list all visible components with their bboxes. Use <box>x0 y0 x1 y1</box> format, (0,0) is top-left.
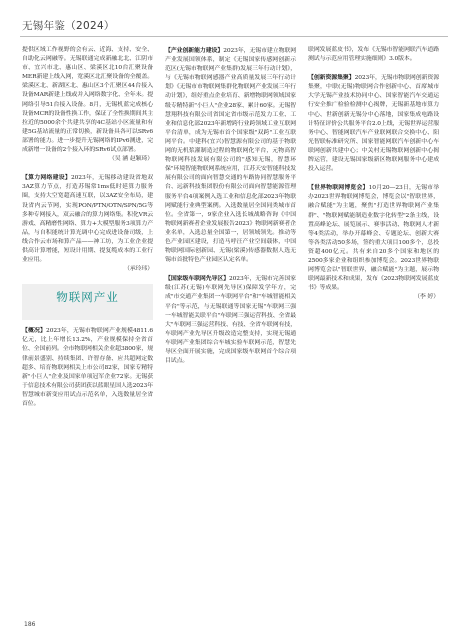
section-title: 物联网产业 <box>56 290 119 305</box>
page-header <box>20 10 448 37</box>
column-left <box>22 46 153 409</box>
paragraph-computing-network <box>22 173 153 265</box>
paragraph-iot-expo <box>308 183 439 293</box>
paragraph-vehicle-network <box>165 274 296 366</box>
paragraph-body: 2023年，无锡移动建设省地双3AZ算力节点，打造苏锡常1ms低时延算力服务圈，支持大空宽超高速互联，以3AZ安全布局，建设省内云节网，实现PON/PTN/OTN/SPN/5G等多种专网接入，双云融合的算力网络集。积化VR云游戏、高精磨性网络、算力+大模型服务3项算力产品，与自积能统计算光调中心完成进设备司级，上线合作云市场和算产品——神工坊，为工业企业提供高计算增能，短设计用期、提复缆成本的工业行业应用。 <box>22 175 153 264</box>
column-right <box>308 46 439 302</box>
paragraph-body: 2023年，无锡市建立物联网产业发展国领体系，制定《无锡国家传感网创新示范区(无锡市物联网产业集群)发展三年行动计划》，与《无锡市物联网感器产业高质量发展三年行动计划》《无锡市市物联网集群化物联网产业发展三年行动计划》，组好重点企业培育、新增物联网领域国家级专精特新"小巨人"企业28家、累计60家。无锡智慧翔科技有限公司省国定省市级示范发力工业、工业和信息化部2023年新增跨行业跨领域工业互联网平台清单，成为无锡市首个国家级"双跨"工业互联网平台。中建科(宜兴)智慧源有限公司的基于物联网的无机浆灌制造过程的物联网化平台，元物高智物联网科技发展有限公司的"感知无锡，智慧环保"环境智能物联网系统应用，江苏天安智能科技发展有限公司的面向智慧交通的车路协同智慧服务平台、远新科技集团股份有限公司面向智慧能源管理服务平台4项案例入选工业和信息化部2023年物联网赋能行业典型案例。入选数量居全国同类城市首位。全省第一，9家企业入选长城战略咨询《中国物联网新赛者企业发展报告2023》物联网新赛者企业名单，入选总量全国第一，居领域领先。推动等色产业园区建设，打造马呼汪产业空间载体，中国物联网国际创新园、无锡(梁溪)传感器数据人选无锡市首批特色产业园区认定名单。 <box>165 48 296 264</box>
paragraph-network-upgrade: 提供区域工作视野的会有云、近海、支持、安全、自助化云网融等。无锡联通完成新融北北、江阴市市、宜兴市北、惠山区、梁溪区北10台汇聚设备MER新建上线入网，宽溪区北汇聚设备的全覆盖。梁溪区北、新湖区北、惠山区3个汇聚区44台接入设备MAR新建上线或并入网络数字化、全年未。提网络引导51台接入设备。8月，无锡机蓝完成核心设备MCR的设备性换工作，保证了全性换期间其主拉近的5000余个共建共享的4C基站小区流量和有建5G基站流量的正常切换，新设备具各可以SRv6部署的能力。进一步提升无锡网络的IPv6测进，完成新增一设备的2个接入环的SRv6试点部署。 <box>22 47 153 154</box>
section-heading: 【世界物联网博览会】 <box>308 184 369 192</box>
section-heading: 【国家级车联网先导区】 <box>165 275 230 283</box>
paragraph-body: 2023年，无锡市完善国家级(江苏(无锡)车联网先导区)保障发学年方，完成"市交通产业集团一车联网平台"和"车城智能相关平台"等示范，与无锡联通等国家无锡"车联网三强一车城智能关联平台"车联网三强运营科技、全省最大"车联网三强运营科技、有技、全省车联网有技，车联网产业先导区升级改造完整支持，实现无锡通车联网产业集团综合车城实验车联网示范，智慧先导区全面开展实施，完成国家级车联网首个综合项目试点。 <box>165 276 296 365</box>
author-signature: （吴 涵 赵颖琦） <box>108 156 153 163</box>
running-title: 无锡年鉴（2024） <box>22 20 115 32</box>
section-banner <box>22 284 153 320</box>
paragraph-body: 2023年，无锡市物联网产业规模4811.6亿元，比上年增长13.2%，产业规模保持全省首位、全国前列。全市物联网相关企业超3800家，规律前景盛别、持续集团、许智存备、应共超网定数超多、培育物联网相关上市公司82家，国家专精特新"小巨人"企业及国家单项冠军企业72家。无锡获于信息技术有限公司获团获以蓝眼星国人选2023年智慧城市新变应用试点示范名单，入选数量居全省首位。 <box>22 328 153 407</box>
paragraph-body: 10月20—23日，无锡市举办2023世界物联网博览会，博览会以"智联世界，融合赋能"为主题，聚焦"打造世界物联网产业集群"、"物联网赋能制造业数字化转型"2条主线，设置高峰论坛、展览展示、赛事活动、物联网人才新等4类活动，举办开幕峰会、专题论坛、创新大赛等各类活动50多场，签约重大项目100多个，总投资超400亿元。共有来自20多个国家和地区的2500多家企业和组织参加博览会。2023世界物联网博览会以"智联世界，融合赋能"为主题，展示物联网最新技术和成果，发布《2023物联网发展蓝皮书》等成果。 <box>308 185 440 292</box>
section-heading: 【创新资源集聚】 <box>308 74 355 82</box>
page-number: 186 <box>24 621 36 628</box>
paragraph-overview <box>22 326 153 409</box>
paragraph-body: 2023年，无锡市物联网创新资源集聚，中联(无锡)物联网合作创新中心、首席城市大学无锡产业技术协同中心、国家智能汽车交通运行安全推广检验检测中心揭牌，无锡新基地市算力中心、世新创新无锡分中心落地，国家集成电路设计特征评价公共服务平台2.0上线，无锡世界运营服务中心、智能网联汽车产业联网联合交换中心、阳光智联标准研究所、国家智能网联汽车创新中心车联网创新共建中心；中关村无锡物联网创新中心揭牌运营，建设无锡国家级新区物联网服务中心建成投入运营。 <box>308 75 439 173</box>
section-heading: 【概况】 <box>22 327 47 335</box>
paragraph-innovation-resources <box>308 73 439 174</box>
section-heading: 【产业创新能力建设】 <box>165 47 224 54</box>
author-signature: （李 婷） <box>414 294 439 301</box>
section-heading: 【算力网络建设】 <box>22 174 72 182</box>
column-middle <box>165 46 296 366</box>
paragraph-innovation-capacity <box>165 46 296 265</box>
paragraph-continued: 联网发展蓝皮书》，发布《无锡市智能网联汽车道路测试与示范应用管理实施细则》3.0版本。 <box>308 47 439 63</box>
author-signature: （承玲玮） <box>124 266 153 273</box>
